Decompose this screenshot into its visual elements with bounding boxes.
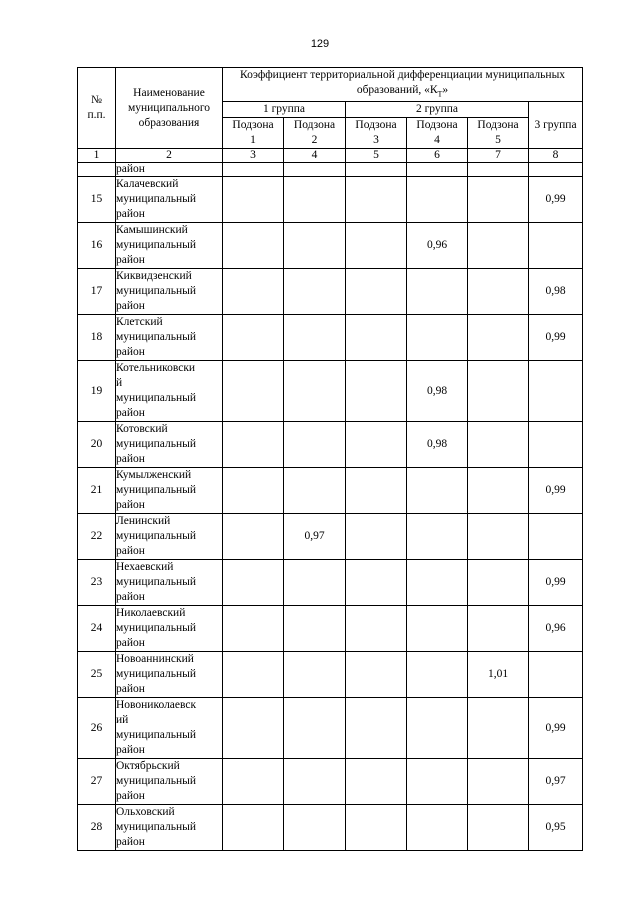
- coefficient-cell: [284, 223, 346, 269]
- coefficient-cell: [468, 514, 529, 560]
- municipality-name: Котовский муниципальный район: [116, 422, 223, 468]
- coefficient-cell: [346, 315, 407, 361]
- coefficient-cell: [284, 422, 346, 468]
- row-number: 28: [78, 805, 116, 851]
- coefficient-cell: [223, 606, 284, 652]
- header-coefficient-text: Коэффициент территориальной дифференциации муниципальных образований, «К: [239, 69, 566, 96]
- coefficient-cell: 0,95: [529, 805, 583, 851]
- table-row: [78, 652, 583, 698]
- coefficient-cell: 0,96: [529, 606, 583, 652]
- coefficient-cell: [346, 514, 407, 560]
- table-cell: [284, 163, 346, 177]
- table-row: [78, 698, 583, 759]
- coefficient-cell: [223, 223, 284, 269]
- coefficient-cell: [223, 560, 284, 606]
- coefficient-cell: 0,99: [529, 698, 583, 759]
- row-number: 21: [78, 468, 116, 514]
- municipality-name: Котельниковски й муниципальный район: [116, 361, 223, 422]
- table-row: [78, 361, 583, 422]
- coefficient-cell: [346, 223, 407, 269]
- column-number: 7: [468, 149, 529, 163]
- coefficient-cell: [223, 361, 284, 422]
- coefficient-cell: [223, 422, 284, 468]
- coefficient-cell: [407, 269, 468, 315]
- coefficient-cell: [468, 805, 529, 851]
- coefficient-cell: [284, 698, 346, 759]
- coefficient-cell: [223, 177, 284, 223]
- coefficient-cell: [346, 652, 407, 698]
- coefficient-cell: [223, 269, 284, 315]
- coefficient-cell: [468, 223, 529, 269]
- continuation-row: [78, 163, 583, 177]
- continuation-name: район: [116, 163, 223, 177]
- row-number: 17: [78, 269, 116, 315]
- table-cell: [223, 163, 284, 177]
- coefficient-cell: [284, 361, 346, 422]
- table-cell: [346, 163, 407, 177]
- coefficient-cell: [284, 759, 346, 805]
- coefficient-cell: [529, 422, 583, 468]
- row-number: 23: [78, 560, 116, 606]
- row-number: 25: [78, 652, 116, 698]
- coefficient-cell: [346, 422, 407, 468]
- coefficient-cell: 0,99: [529, 560, 583, 606]
- coefficient-cell: 0,97: [529, 759, 583, 805]
- municipality-name: Нехаевский муниципальный район: [116, 560, 223, 606]
- column-number: 6: [407, 149, 468, 163]
- coefficient-cell: [346, 759, 407, 805]
- coefficient-cell: [407, 560, 468, 606]
- row-number: 19: [78, 361, 116, 422]
- coefficient-cell: [407, 468, 468, 514]
- coefficient-cell: [529, 514, 583, 560]
- coefficient-cell: [468, 177, 529, 223]
- header-coefficient-end: »: [442, 84, 449, 96]
- coefficient-cell: [407, 652, 468, 698]
- coefficient-cell: [529, 652, 583, 698]
- coefficient-cell: [468, 468, 529, 514]
- table-row: [78, 422, 583, 468]
- row-number: 15: [78, 177, 116, 223]
- row-number: 27: [78, 759, 116, 805]
- coefficient-cell: [407, 805, 468, 851]
- coefficient-cell: [223, 468, 284, 514]
- row-number: 18: [78, 315, 116, 361]
- coefficient-cell: [407, 698, 468, 759]
- header-subzone-4: Подзона 4: [407, 118, 468, 149]
- header-coefficient-sub: Т: [437, 89, 443, 99]
- header-subzone-3: Подзона 3: [346, 118, 407, 149]
- coefficient-cell: [223, 315, 284, 361]
- coefficient-cell: [529, 361, 583, 422]
- coefficient-cell: [346, 606, 407, 652]
- coefficient-cell: [284, 606, 346, 652]
- column-number: 1: [78, 149, 116, 163]
- coefficient-cell: 0,98: [407, 361, 468, 422]
- row-number: 20: [78, 422, 116, 468]
- coefficient-cell: [284, 468, 346, 514]
- row-number: 24: [78, 606, 116, 652]
- coefficient-cell: 0,99: [529, 315, 583, 361]
- coefficient-cell: [223, 759, 284, 805]
- municipality-name: Калачевский муниципальный район: [116, 177, 223, 223]
- header-subzone-5: Подзона 5: [468, 118, 529, 149]
- municipality-name: Октябрьский муниципальный район: [116, 759, 223, 805]
- coefficient-cell: [468, 698, 529, 759]
- header-group-3: 3 группа: [529, 102, 583, 149]
- coefficient-cell: 0,99: [529, 177, 583, 223]
- coefficient-cell: [284, 177, 346, 223]
- municipality-name: Камышинский муниципальный район: [116, 223, 223, 269]
- coefficient-cell: 0,98: [529, 269, 583, 315]
- coefficient-cell: [284, 269, 346, 315]
- coefficient-cell: [346, 361, 407, 422]
- coefficient-cell: 0,99: [529, 468, 583, 514]
- page-number: 129: [310, 38, 330, 50]
- header-subzone-1: Подзона 1: [223, 118, 284, 149]
- table-cell: [78, 163, 116, 177]
- coefficient-cell: [468, 422, 529, 468]
- coefficient-cell: [223, 698, 284, 759]
- column-number: 3: [223, 149, 284, 163]
- header-coefficient: [223, 68, 583, 102]
- municipality-name: Клетский муниципальный район: [116, 315, 223, 361]
- coefficient-cell: [284, 560, 346, 606]
- municipality-name: Киквидзенский муниципальный район: [116, 269, 223, 315]
- municipality-name: Новоаннинский муниципальный район: [116, 652, 223, 698]
- coefficient-cell: [346, 805, 407, 851]
- coefficient-cell: [468, 606, 529, 652]
- table-row: [78, 269, 583, 315]
- column-number: 5: [346, 149, 407, 163]
- coefficient-cell: [223, 805, 284, 851]
- municipality-name: Кумылженский муниципальный район: [116, 468, 223, 514]
- column-number: 8: [529, 149, 583, 163]
- coefficient-cell: 1,01: [468, 652, 529, 698]
- column-numbers-row: [78, 149, 583, 163]
- table-row: [78, 315, 583, 361]
- coefficient-cell: 0,98: [407, 422, 468, 468]
- table-cell: [529, 163, 583, 177]
- coefficient-table: [77, 67, 583, 851]
- row-number: 22: [78, 514, 116, 560]
- table-cell: [407, 163, 468, 177]
- table-row: [78, 177, 583, 223]
- coefficient-cell: 0,96: [407, 223, 468, 269]
- header-number: № п.п.: [78, 68, 116, 149]
- header-group-2: 2 группа: [346, 102, 529, 118]
- coefficient-cell: [407, 514, 468, 560]
- coefficient-cell: [223, 514, 284, 560]
- coefficient-cell: [468, 315, 529, 361]
- coefficient-cell: [407, 606, 468, 652]
- column-number: 4: [284, 149, 346, 163]
- table-row: [78, 468, 583, 514]
- table-row: [78, 223, 583, 269]
- table-row: [78, 514, 583, 560]
- header-group-1: 1 группа: [223, 102, 346, 118]
- coefficient-cell: [284, 315, 346, 361]
- coefficient-cell: [346, 698, 407, 759]
- coefficient-cell: [529, 223, 583, 269]
- coefficient-cell: [284, 805, 346, 851]
- table-row: [78, 606, 583, 652]
- coefficient-cell: [407, 315, 468, 361]
- row-number: 26: [78, 698, 116, 759]
- coefficient-cell: [468, 361, 529, 422]
- municipality-name: Ольховский муниципальный район: [116, 805, 223, 851]
- coefficient-cell: [284, 652, 346, 698]
- municipality-name: Новониколаевск ий муниципальный район: [116, 698, 223, 759]
- row-number: 16: [78, 223, 116, 269]
- table-row: [78, 560, 583, 606]
- coefficient-cell: [346, 468, 407, 514]
- coefficient-cell: [223, 652, 284, 698]
- coefficient-cell: [407, 759, 468, 805]
- municipality-name: Николаевский муниципальный район: [116, 606, 223, 652]
- coefficient-cell: [407, 177, 468, 223]
- table-row: [78, 759, 583, 805]
- table-row: [78, 805, 583, 851]
- coefficient-cell: [346, 269, 407, 315]
- coefficient-cell: [468, 759, 529, 805]
- coefficient-cell: [468, 560, 529, 606]
- municipality-name: Ленинский муниципальный район: [116, 514, 223, 560]
- coefficient-cell: [346, 560, 407, 606]
- coefficient-cell: [468, 269, 529, 315]
- header-subzone-2: Подзона 2: [284, 118, 346, 149]
- coefficient-cell: 0,97: [284, 514, 346, 560]
- column-number: 2: [116, 149, 223, 163]
- coefficient-cell: [346, 177, 407, 223]
- table-cell: [468, 163, 529, 177]
- header-name: Наименование муниципального образования: [116, 68, 223, 149]
